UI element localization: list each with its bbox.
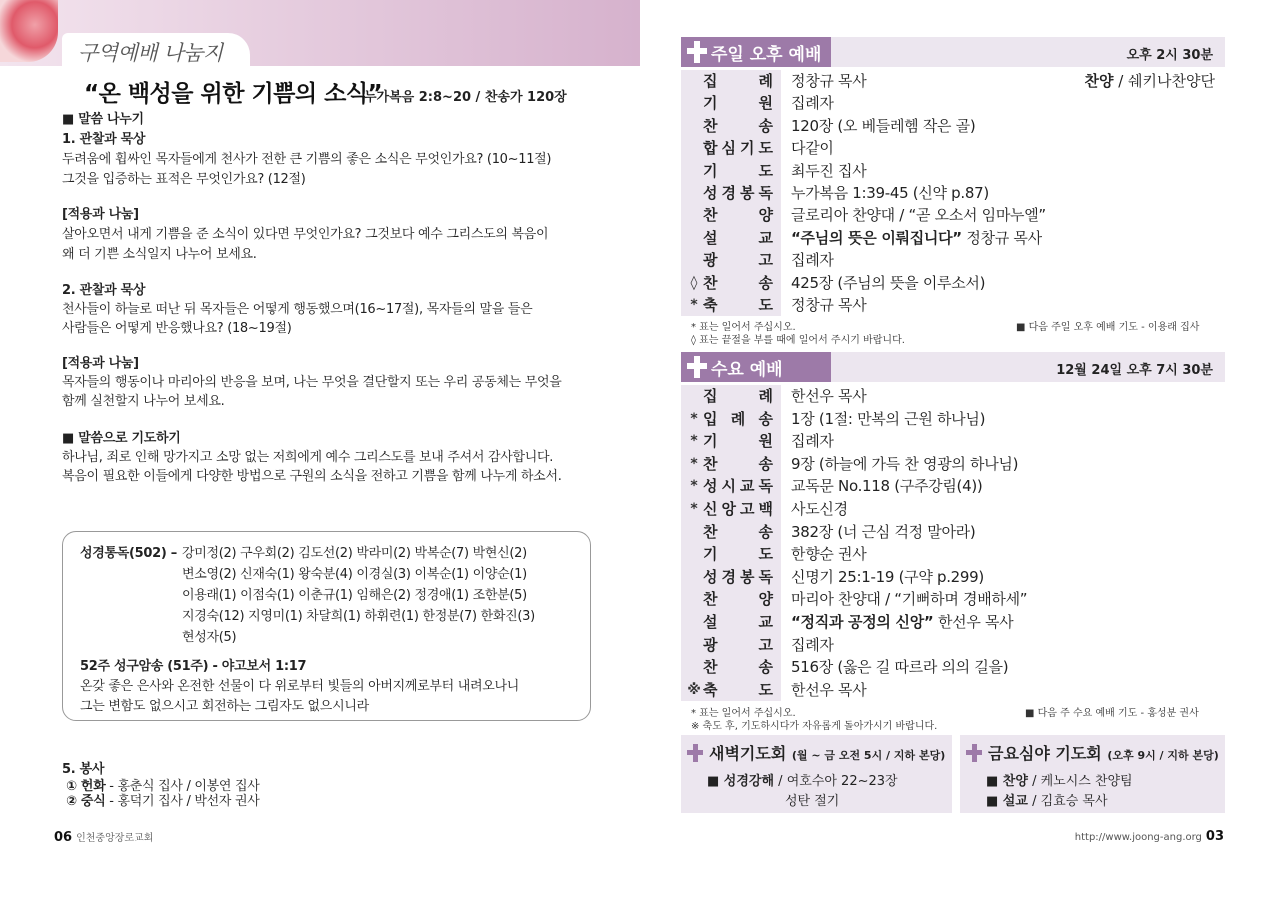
church-name: 인천중앙장로교회 — [76, 833, 154, 844]
worship-order-label: 설 교 — [703, 228, 773, 247]
memory-verse-title: 52주 성구암송 (51주) - 야고보서 1:17 — [80, 659, 307, 674]
worship-order-value: 집례자 — [791, 432, 834, 451]
worship-order-row — [681, 70, 1225, 92]
worship-order-row — [681, 498, 1225, 520]
worship-order-value: 집례자 — [791, 251, 834, 270]
worship-order-row — [681, 227, 1225, 249]
wednesday-order-of-worship — [681, 385, 1225, 701]
worship-order-value: 정창규 목사 — [791, 296, 867, 314]
standing-mark: * — [690, 478, 698, 495]
worship-order-label: 찬 송 — [703, 116, 773, 135]
worship-order-row — [681, 92, 1225, 114]
worship-order-value: 최두진 집사 — [791, 161, 867, 180]
friday-prayer-schedule: (오후 9시 / 지하 본당) — [1107, 749, 1219, 762]
sunday-next-prayer: ■ 다음 주일 오후 예배 기도 - 이용래 집사 — [1016, 322, 1200, 333]
wednesday-service-time: 12월 24일 오후 7시 30분 — [1056, 363, 1213, 378]
worship-order-label: 설 교 — [703, 613, 773, 631]
reading-label: 성경통독(502) – — [80, 546, 177, 561]
friday-prayer-line: ■ 찬양 / 케노시스 찬양팀 — [986, 774, 1133, 789]
worship-order-value — [791, 227, 1042, 249]
worship-order-row — [681, 611, 1225, 633]
right-footer — [1075, 829, 1224, 844]
worship-order-label: 광 고 — [703, 251, 773, 270]
service-text: - 홍춘식 집사 / 이봉연 집사 — [105, 779, 260, 794]
worship-order-value: 누가복음 1:39-45 (신약 p.87) — [791, 184, 989, 202]
worship-order-label: 성 경 봉 독 — [703, 184, 773, 202]
preacher: 한선우 목사 — [933, 613, 1014, 631]
wednesday-note: ※ 축도 후, 기도하시다가 자유롭게 돌아가시기 바랍니다. — [691, 721, 938, 732]
sunday-order-of-worship — [681, 70, 1225, 316]
reading-names: 현성자(5) — [182, 630, 237, 645]
wednesday-service-header — [681, 352, 1225, 382]
sunday-note: ◊ 표는 끝절을 부를 때에 일어서 주시기 바랍니다. — [691, 335, 905, 346]
friday-prayer-line: ■ 설교 / 김효승 목사 — [986, 794, 1108, 809]
worship-order-row — [681, 294, 1225, 316]
worship-order-label: 축 도 — [703, 680, 773, 699]
worship-order-label: 기 원 — [703, 94, 773, 113]
worship-order-value: 사도신경 — [791, 500, 848, 518]
sermon-title: “주님의 뜻은 이뤄집니다” — [791, 228, 962, 247]
worship-order-value: 신명기 25:1-19 (구약 p.299) — [791, 567, 984, 586]
question-text: 살아오면서 내게 기쁨을 준 소식이 있다면 무엇인가요? 그것보다 예수 그리스도의 복음이 — [62, 227, 549, 242]
worship-order-label: 기 원 — [703, 432, 773, 451]
worship-order-row — [681, 182, 1225, 204]
worship-order-value: 516장 (옳은 길 따르라 의의 길을) — [791, 658, 1009, 677]
sermon-title: “정직과 공정의 신앙” — [791, 613, 934, 631]
question-heading: [적용과 나눔] — [62, 207, 139, 222]
question-heading: 1. 관찰과 묵상 — [62, 132, 146, 147]
worship-order-row — [681, 453, 1225, 475]
worship-order-label: 합 심 기 도 — [703, 139, 773, 158]
memory-verse-text: 그는 변함도 없으시고 회전하는 그림자도 없으시니라 — [80, 699, 369, 714]
sunday-note: * 표는 일어서 주십시오. — [691, 322, 796, 333]
sunday-service-title: 주일 오후 예배 — [711, 45, 822, 65]
worship-order-row — [681, 543, 1225, 565]
page-number: 06 — [54, 830, 73, 845]
reading-names: 변소영(2) 신재숙(1) 왕숙분(4) 이경실(3) 이복순(1) 이양순(1) — [182, 567, 527, 582]
prayer-text: 하나님, 죄로 인해 망가지고 소망 없는 저희에게 예수 그리스도를 보내 주셔서 감사합니다. — [62, 450, 554, 465]
worship-order-label: 기 도 — [703, 545, 773, 564]
question-text: 그것을 입증하는 표적은 무엇인가요? (12절) — [62, 172, 306, 187]
knit-heart-image — [0, 0, 58, 62]
worship-order-row — [681, 160, 1225, 182]
dawn-prayer-line: ■ 성경강해 / 여호수아 22~23장 — [707, 774, 898, 789]
worship-order-label: 축 도 — [703, 296, 773, 314]
worship-order-row — [681, 137, 1225, 159]
worship-order-label: 집 례 — [703, 387, 773, 405]
section-heading: ■ 말씀으로 기도하기 — [62, 431, 181, 446]
worship-order-value: 집례자 — [791, 635, 834, 654]
choir-info: 찬양 / 쉐키나찬양단 — [1084, 72, 1215, 90]
worship-order-value: 382장 (너 근심 걱정 말아라) — [791, 522, 976, 541]
standing-mark: ◊ — [690, 274, 698, 291]
wednesday-service-title: 수요 예배 — [711, 360, 783, 380]
worship-order-row — [681, 115, 1225, 137]
worship-order-label: 기 도 — [703, 161, 773, 180]
church-url: http://www.joong-ang.org — [1074, 832, 1202, 843]
standing-mark: * — [690, 410, 698, 427]
worship-order-row — [681, 408, 1225, 430]
dawn-prayer-title: 새벽기도회 (월 ~ 금 오전 5시 / 지하 본당) — [709, 744, 946, 763]
memory-verse-text: 온갖 좋은 은사와 온전한 선물이 다 위로부터 빛들의 아버지께로부터 내려오나니 — [80, 679, 520, 694]
worship-order-label: 찬 양 — [703, 590, 773, 609]
question-text: 왜 더 기쁜 소식일지 나누어 보세요. — [62, 247, 257, 262]
reading-names: 강미정(2) 구우회(2) 김도선(2) 박라미(2) 박복순(7) 박현신(2) — [182, 546, 527, 561]
left-footer — [54, 829, 153, 845]
worship-order-value: 120장 (오 베들레헴 작은 골) — [791, 116, 976, 135]
worship-order-label: 신 앙 고 백 — [703, 500, 773, 518]
worship-order-label: 찬 송 — [703, 658, 773, 677]
worship-order-row — [681, 385, 1225, 407]
worship-order-value: 9장 (하늘에 가득 찬 영광의 하나님) — [791, 454, 1019, 473]
worship-order-row — [681, 634, 1225, 656]
sermon-title: “온 백성을 위한 기쁨의 소식” — [84, 81, 383, 107]
worship-order-value: 집례자 — [791, 94, 834, 113]
worship-order-value: 한선우 목사 — [791, 680, 867, 699]
worship-order-value: 1장 (1절: 만복의 근원 하나님) — [791, 409, 986, 428]
worship-order-row — [681, 272, 1225, 294]
dawn-prayer-box — [681, 735, 952, 813]
question-text: 두려움에 휩싸인 목자들에게 천사가 전한 큰 기쁨의 좋은 소식은 무엇인가요? (10~11절) — [62, 152, 552, 167]
question-text: 함께 실천할지 나누어 보세요. — [62, 394, 225, 409]
worship-order-value: 정창규 목사 — [791, 72, 867, 90]
sunday-service-header — [681, 37, 1225, 67]
question-text: 목자들의 행동이나 마리아의 반응을 보며, 나는 무엇을 결단할지 또는 우리 공동체는 무엇을 — [62, 375, 562, 390]
worship-order-value: 한선우 목사 — [791, 387, 867, 405]
question-text: 천사들이 하늘로 떠난 뒤 목자들은 어떻게 행동했으며(16~17절), 목자들의 말을 들은 — [62, 302, 533, 317]
worship-order-value — [791, 611, 1013, 633]
worship-order-value: 교독문 No.118 (구주강림(4)) — [791, 477, 983, 496]
worship-order-value: 글로리아 찬양대 / “곧 오소서 임마누엘” — [791, 206, 1046, 225]
standing-mark: * — [690, 501, 698, 517]
worship-order-label: 성 경 봉 독 — [703, 567, 773, 586]
wednesday-note: * 표는 일어서 주십시오. — [691, 708, 796, 719]
standing-mark: ※ — [687, 681, 701, 698]
section-tab — [62, 33, 250, 67]
question-heading: [적용과 나눔] — [62, 356, 139, 371]
worship-order-label: 집 례 — [703, 72, 773, 90]
prayer-text: 복음이 필요한 이들에게 다양한 방법으로 구원의 소식을 전하고 기쁨을 함께 나누게 하소서. — [62, 469, 562, 484]
worship-order-row — [681, 430, 1225, 452]
worship-order-row — [681, 588, 1225, 610]
worship-order-label: 찬 송 — [703, 273, 773, 292]
worship-order-row — [681, 679, 1225, 701]
cross-icon — [687, 41, 707, 63]
worship-order-value: 다같이 — [791, 139, 834, 158]
sunday-service-time: 오후 2시 30분 — [1126, 48, 1213, 63]
friday-prayer-box — [960, 735, 1225, 813]
dawn-prayer-schedule: (월 ~ 금 오전 5시 / 지하 본당) — [791, 749, 946, 762]
worship-order-label: 찬 양 — [703, 206, 773, 225]
cross-icon — [687, 744, 703, 762]
service-label: ② 중식 — [66, 794, 106, 809]
standing-mark: * — [690, 433, 698, 450]
section-heading: ■ 말씀 나누기 — [62, 112, 144, 127]
worship-order-label: 찬 송 — [703, 454, 773, 473]
question-heading: 2. 관찰과 묵상 — [62, 283, 146, 298]
section-tab-label: 구역예배 나눔지 — [78, 41, 223, 65]
page-number: 03 — [1205, 829, 1224, 844]
service-label: ① 헌화 — [66, 779, 106, 794]
reading-names: 이용래(1) 이점숙(1) 이춘규(1) 임해은(2) 정경애(1) 조한분(5) — [182, 588, 527, 603]
service-line — [66, 792, 260, 812]
worship-order-label: 광 고 — [703, 635, 773, 654]
cross-icon — [687, 356, 707, 378]
service-text: - 홍덕기 집사 / 박선자 권사 — [105, 794, 260, 809]
cross-icon — [966, 744, 982, 762]
standing-mark: * — [690, 455, 698, 472]
dawn-prayer-season: 성탄 절기 — [785, 794, 840, 809]
worship-order-value: 한향순 권사 — [791, 545, 867, 564]
worship-order-value: 425장 (주님의 뜻을 이루소서) — [791, 273, 986, 292]
worship-order-label: 입 례 송 — [703, 409, 773, 428]
preacher: 정창규 목사 — [961, 228, 1042, 247]
friday-prayer-title: 금요심야 기도회 (오후 9시 / 지하 본당) — [988, 744, 1219, 763]
worship-order-row — [681, 475, 1225, 497]
worship-order-row — [681, 521, 1225, 543]
worship-order-label: 찬 송 — [703, 522, 773, 541]
standing-mark: * — [690, 297, 698, 313]
reading-names: 지경숙(12) 지영미(1) 차달희(1) 하휘련(1) 한정분(7) 한화진(3) — [182, 609, 535, 624]
worship-order-row — [681, 656, 1225, 678]
sermon-reference: 누가복음 2:8~20 / 찬송가 120장 — [364, 90, 567, 105]
worship-order-row — [681, 249, 1225, 271]
wednesday-next-prayer: ■ 다음 주 수요 예배 기도 - 홍성분 권사 — [1025, 708, 1199, 719]
worship-order-label: 성 시 교 독 — [703, 477, 773, 496]
worship-order-value: 마리아 찬양대 / “기뻐하며 경배하세” — [791, 590, 1028, 609]
question-text: 사람들은 어떻게 반응했나요? (18~19절) — [62, 321, 292, 336]
service-title: 5. 봉사 — [62, 762, 105, 777]
worship-order-row — [681, 204, 1225, 226]
worship-order-row — [681, 566, 1225, 588]
